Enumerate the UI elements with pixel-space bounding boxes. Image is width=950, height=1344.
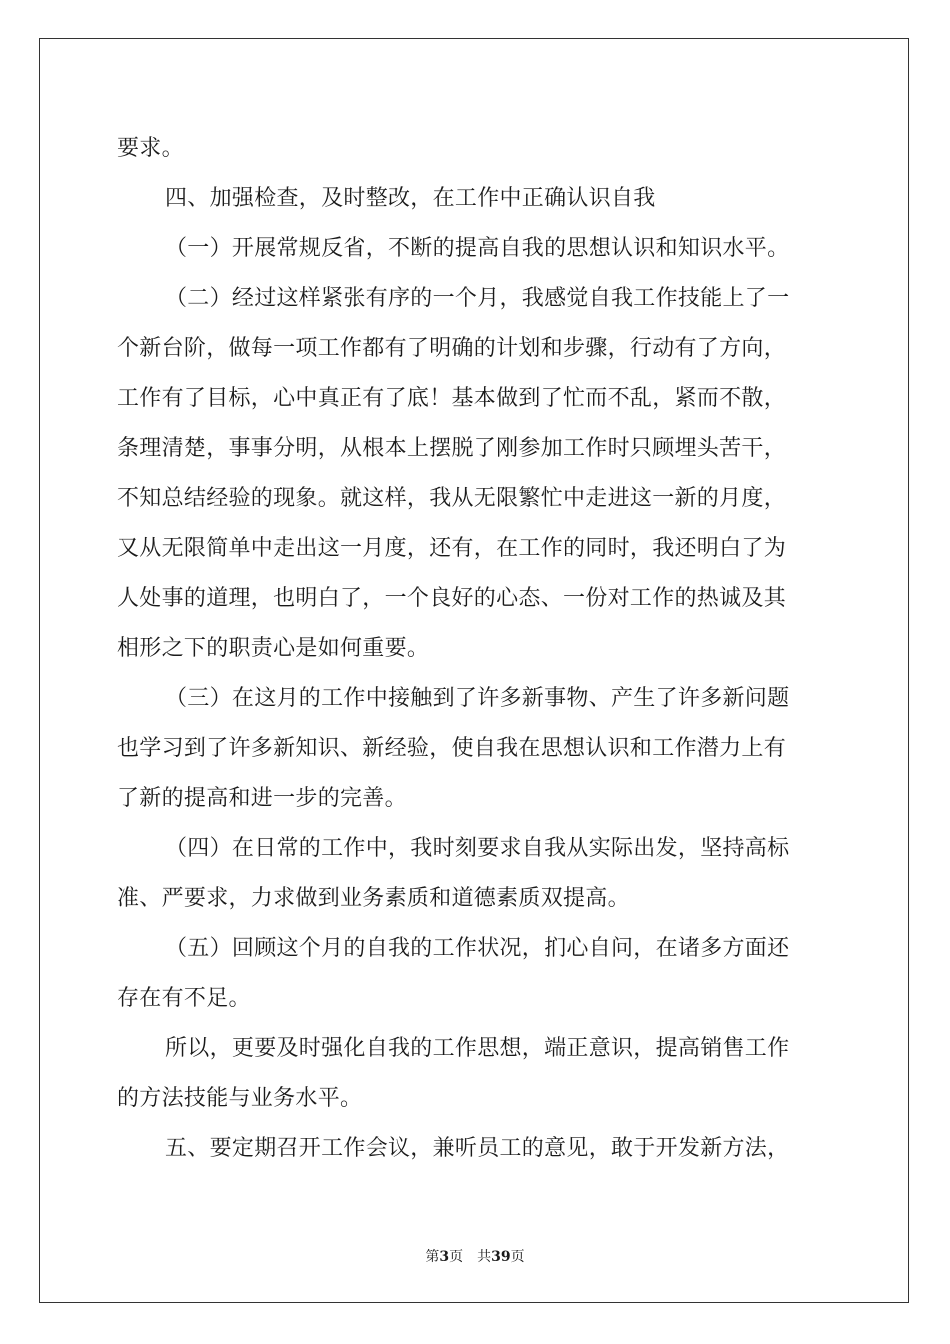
paragraph-line: 不知总结经验的现象。就这样，我从无限繁忙中走进这一新的月度， bbox=[117, 486, 787, 511]
paragraph-line: 个新台阶，做每一项工作都有了明确的计划和步骤，行动有了方向， bbox=[117, 336, 787, 361]
paragraph-line: 又从无限简单中走出这一月度，还有，在工作的同时，我还明白了为 bbox=[117, 536, 787, 561]
document-body bbox=[117, 124, 839, 1174]
page-prefix: 第 bbox=[425, 1249, 440, 1265]
paragraph-line: 所以，更要及时强化自我的工作思想，端正意识，提高销售工作 bbox=[165, 1036, 790, 1061]
page-suffix: 页 bbox=[449, 1249, 464, 1265]
paragraph-line: （四）在日常的工作中，我时刻要求自我从实际出发，坚持高标 bbox=[165, 836, 790, 861]
paragraph-line: （二）经过这样紧张有序的一个月，我感觉自我工作技能上了一 bbox=[165, 286, 790, 311]
total-prefix: 共 bbox=[477, 1249, 492, 1265]
paragraph-line: 也学习到了许多新知识、新经验，使自我在思想认识和工作潜力上有 bbox=[117, 736, 787, 761]
total-pages: 39 bbox=[491, 1249, 511, 1265]
total-suffix: 页 bbox=[510, 1249, 525, 1265]
page-number: 3 bbox=[439, 1249, 450, 1265]
paragraph-line: 准、严要求，力求做到业务素质和道德素质双提高。 bbox=[117, 886, 630, 911]
section-heading: 四、加强检查，及时整改，在工作中正确认识自我 bbox=[165, 186, 656, 211]
paragraph-line: 相形之下的职责心是如何重要。 bbox=[117, 636, 430, 661]
section-heading: 五、要定期召开工作会议，兼听员工的意见，敢于开发新方法， bbox=[165, 1136, 790, 1161]
paragraph-line: （五）回顾这个月的自我的工作状况，扪心自问，在诸多方面还 bbox=[165, 936, 790, 961]
paragraph-line: 人处事的道理，也明白了，一个良好的心态、一份对工作的热诚及其 bbox=[117, 586, 787, 611]
text-line: 要求。 bbox=[117, 136, 184, 161]
page-footer bbox=[0, 1247, 950, 1267]
paragraph-line: 工作有了目标，心中真正有了底！基本做到了忙而不乱，紧而不散， bbox=[117, 386, 787, 411]
paragraph-line: 条理清楚，事事分明，从根本上摆脱了刚参加工作时只顾埋头苦干， bbox=[117, 436, 787, 461]
paragraph-line: 的方法技能与业务水平。 bbox=[117, 1086, 363, 1111]
paragraph-line: 了新的提高和进一步的完善。 bbox=[117, 786, 407, 811]
paragraph-line: （一）开展常规反省，不断的提高自我的思想认识和知识水平。 bbox=[165, 236, 790, 261]
paragraph-line: （三）在这月的工作中接触到了许多新事物、产生了许多新问题 bbox=[165, 686, 790, 711]
paragraph-line: 存在有不足。 bbox=[117, 986, 251, 1011]
